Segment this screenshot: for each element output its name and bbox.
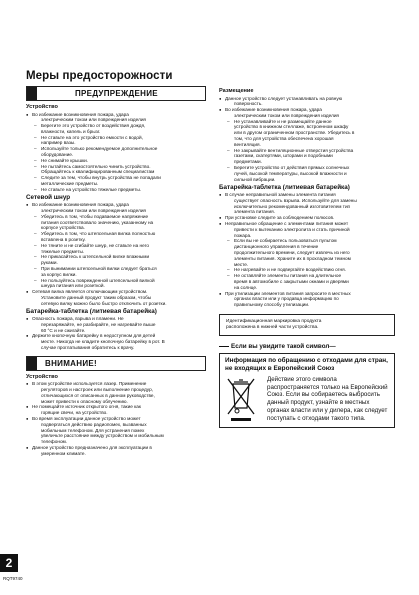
list-item: продолжительного времени, следует извлечь из него <box>234 249 350 255</box>
list-item: месте. <box>234 261 249 267</box>
list-item: случае проглатывания обратитесь к врачу. <box>41 344 135 350</box>
list-item: за корпус вилки. <box>41 271 77 277</box>
list-item: пожара. <box>234 232 252 238</box>
list-item: – Если вы не собираетесь пользоваться пультом <box>219 238 395 244</box>
list-item: руками. <box>41 260 58 266</box>
list-item: привести к вытеканию электролита и стать причиной <box>234 226 350 232</box>
list-item: – Не тяните и не сгибайте шнур, не ставьте на него <box>26 243 206 249</box>
disposal-text: Действие этого символа распространяется только на Европейский Союз. Если вы собираетесь выбросить данный продукт, узнайте в местных органах власти или у дилера, как следует поступать с отходами такого типа. <box>267 375 388 422</box>
warning-cord-list <box>26 202 206 306</box>
list-item: подвергаться действию радиопомех, вызванных <box>41 421 147 427</box>
list-item: вставлена в розетку. <box>41 236 86 242</box>
list-item: существует опасность взрыва. Используйте для замены <box>234 197 357 203</box>
list-item: ● Сетевая вилка является отключающим устройством. <box>26 289 206 295</box>
list-item: ● Данное устройство предназначено для эксплуатации в <box>26 445 206 451</box>
list-item: оборудование. <box>41 152 74 158</box>
list-item: элементы питания. Храните их в прохладном темном <box>234 255 351 261</box>
list-item: предметами. <box>234 159 262 165</box>
list-item: корпусе устройства. <box>41 225 85 231</box>
warning-cord-heading: Сетевой шнур <box>26 194 71 202</box>
list-item: перезаряжайте, не разбирайте, не нагревайте выше <box>41 321 156 327</box>
warning-device-list <box>26 112 206 193</box>
list-item: может привести к опасному облучению. <box>41 398 128 404</box>
list-item: мобильным телефоном. Для устранения помех <box>41 427 145 433</box>
placement-battery-heading: Батарейка-таблетка (литиевая батарейка) <box>219 183 350 191</box>
list-item: – Не оставляйте элементы питания на длительное <box>219 273 395 279</box>
list-item: время в автомобиле с закрытыми окнами и дверями <box>234 278 349 284</box>
caution-device-heading: Устройство <box>26 373 58 380</box>
list-item: газетами, скатертями, шторами и подобными <box>234 153 333 159</box>
list-item: – Убедитесь в том, чтобы подаваемое напряжение <box>26 214 206 220</box>
product-id-line: Идентификационная маркировка продукта <box>226 318 322 324</box>
list-item: устройство в книжном стеллаже, встроенном шкафу <box>234 124 349 130</box>
list-item: – Используйте только рекомендуемое дополнительное <box>26 146 206 152</box>
list-item: – Следите за тем, чтобы внутрь устройства не попадали <box>26 175 206 181</box>
list-item: например вазы. <box>41 140 76 146</box>
list-item: – Берегите это устройство от воздействия дождя, <box>26 123 206 129</box>
list-item: поверхность. <box>234 101 263 107</box>
list-item: влажности, капель и брызг. <box>41 128 101 134</box>
list-item: том, что для устройства обеспечена хорошая <box>234 136 334 142</box>
warning-device-heading: Устройство <box>26 104 58 110</box>
list-item: органах власти или у продавца информацию по <box>234 296 339 302</box>
list-item: горящие свечи, на устройство. <box>41 410 108 416</box>
product-id-box <box>219 314 395 336</box>
list-item: ● Не помещайте источник открытого огня, такие как <box>26 404 206 410</box>
list-item: – Не устанавливайте и не размещайте данное <box>219 119 395 125</box>
list-item: ● В этом устройстве используется лазер. Применение <box>26 381 206 387</box>
list-item: – Не ставьте на устройство тяжелые предметы. <box>26 187 206 193</box>
list-item: лучей, высокой температуры, высокой влажности и <box>234 170 347 176</box>
page-title: Меры предосторожности <box>26 70 173 82</box>
list-item: электрическим током или повреждения изделия <box>41 117 146 123</box>
list-item: на солнце. <box>234 284 258 290</box>
page-number: 2 <box>0 554 18 572</box>
list-item: исключительно рекомендованный изготовителем тип <box>234 203 351 209</box>
disposal-title: Информация по обращению с отходами для стран, не входящих в Европейский Союз <box>225 356 388 372</box>
list-item: ● При утилизации элементов питания запросите в местных <box>219 291 395 297</box>
caution-banner <box>26 356 206 371</box>
list-item: умеренном климате. <box>41 450 86 456</box>
dash-line <box>219 346 229 347</box>
list-item: – Не пользуйтесь поврежденной штепсельной вилкой <box>26 278 206 284</box>
list-item: тяжелые предметы. <box>41 248 85 254</box>
list-item: ● Во время эксплуатации данное устройство может <box>26 416 206 422</box>
list-item: телефоном. <box>41 439 68 445</box>
list-item: ● При установке следите за соблюдением полюсов. <box>219 215 395 221</box>
list-item: – Не закрывайте вентиляционные отверстия устройства <box>219 148 395 154</box>
list-item: 60 °C и не сжигайте. <box>41 327 86 333</box>
caution-device-list <box>26 381 206 456</box>
list-item: – Берегите устройство от действия прямых солнечных <box>219 165 395 171</box>
left-column <box>26 86 206 457</box>
list-item: – Убедитесь в том, что штепсельная вилка полностью <box>26 231 206 237</box>
list-item: вентиляция. <box>234 141 261 147</box>
list-item: ● В случае неправильной замены элемента питания <box>219 192 395 198</box>
list-item: увеличьте расстояние между устройством и мобильным <box>41 433 164 439</box>
list-item: или в другом ограниченном пространстве. Убедитесь в <box>234 130 355 136</box>
placement-list <box>219 96 395 183</box>
list-item: – Не снимайте крышки. <box>26 158 206 164</box>
caution-label: ВНИМАНИЕ! <box>45 358 97 368</box>
list-item: сетевую вилку можно было быстро отключить от розетки. <box>41 300 167 306</box>
list-item: отличающихся от описанных в данном руководстве, <box>41 392 155 398</box>
list-item: ● Держите кнопочную батарейку в недоступном для детей <box>26 333 206 339</box>
list-item: регуляторов и настроек или выполнение процедур, <box>41 387 153 393</box>
list-item: – Не прикасайтесь к штепсельной вилке влажными <box>26 254 206 260</box>
list-item: электрическим током или повреждения изделия <box>41 207 146 213</box>
list-item: Установите данный продукт таким образом, чтобы <box>41 294 152 300</box>
list-item: ● Опасность пожара, взрыва и пламени. Не <box>26 316 206 322</box>
list-item: электрическим током или повреждения изделия <box>234 112 339 118</box>
right-column <box>219 86 395 428</box>
list-item: – При вынимании штепсельной вилки следует браться <box>26 266 206 272</box>
warning-banner <box>26 86 206 101</box>
list-item: месте. Никогда не кладите кнопочную батарейку в рот. В <box>41 339 165 345</box>
list-item: ● Во избежание возникновения пожара, удара <box>26 202 206 208</box>
list-item: металлические предметы. <box>41 181 99 187</box>
list-item: дистанционного управления в течение <box>234 244 319 250</box>
warning-battery-list <box>26 316 206 351</box>
placement-heading: Размещение <box>219 88 254 94</box>
banner-marker <box>27 357 37 370</box>
warning-battery-heading: Батарейка-таблетка (литиевая батарейка) <box>26 308 157 315</box>
list-item: сильной вибрации. <box>234 176 276 182</box>
list-item: элемента питания. <box>234 209 275 215</box>
disposal-info-box <box>219 353 395 428</box>
list-item: Обращайтесь к квалифицированным специалистам <box>41 169 155 175</box>
list-item: ● Неправильное обращение с элементами питания может <box>219 221 395 227</box>
list-item: шнура питания или розеткой. <box>41 283 105 289</box>
symbol-heading-text: Если вы увидите такой символ— <box>231 342 336 350</box>
banner-marker <box>27 87 37 100</box>
product-id-line: расположена в нижней части устройства. <box>226 324 319 330</box>
list-item: ● Во избежание возникновения пожара, удара <box>26 112 206 118</box>
list-item: ● Во избежание возникновения пожара, удара <box>219 107 395 113</box>
list-item: ● Данное устройство следует устанавливать на ровную <box>219 96 395 102</box>
list-item: – Не нагревайте и не подвергайте воздействию огня. <box>219 267 395 273</box>
list-item: – Не пытайтесь самостоятельно чинить устройство. <box>26 164 206 170</box>
placement-battery-list <box>219 192 395 308</box>
document-code: RQT9740 <box>3 576 23 581</box>
symbol-heading <box>219 343 395 350</box>
list-item: питания соответствовало значению, указанному на <box>41 219 154 225</box>
list-item: правильному способу утилизации. <box>234 302 310 308</box>
crossed-out-wheelie-bin-icon <box>225 376 257 424</box>
list-item: – Не ставьте на это устройство емкости с водой, <box>26 135 206 141</box>
warning-label: ПРЕДУПРЕЖДЕНИЕ <box>75 89 158 98</box>
